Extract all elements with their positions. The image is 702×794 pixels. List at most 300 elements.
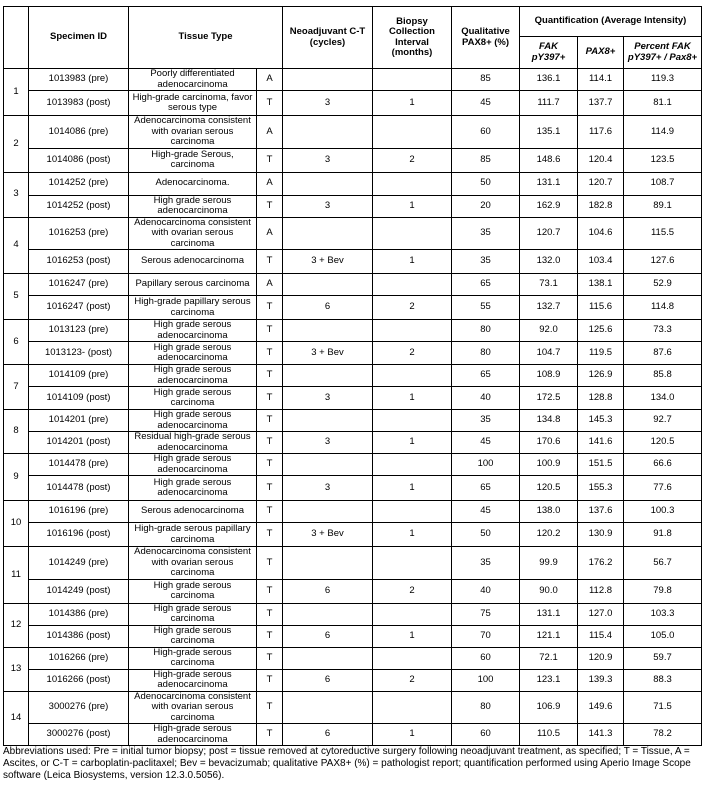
pax8-value: 104.6 <box>578 217 624 250</box>
table-row <box>4 296 702 320</box>
fak-value: 148.6 <box>520 148 578 172</box>
tissue-type-code: T <box>257 432 283 454</box>
percent-fak-value: 127.6 <box>624 250 702 274</box>
tissue-type-code: T <box>257 148 283 172</box>
table-row <box>4 250 702 274</box>
specimen-id: 1013983 (pre) <box>29 69 129 91</box>
specimen-id: 3000276 (pre) <box>29 691 129 724</box>
neoadjuvant-cycles: 3 <box>283 387 373 410</box>
tissue-description: High-grade serous adenocarcinoma <box>129 669 257 691</box>
tissue-description: Adenocarcinoma consistent with ovarian serous carcinoma <box>129 116 257 149</box>
tissue-type-code: T <box>257 724 283 746</box>
tissue-type-code: T <box>257 365 283 387</box>
fak-value: 132.7 <box>520 296 578 320</box>
table-row <box>4 579 702 603</box>
biopsy-interval <box>373 69 452 91</box>
tissue-description: High grade serous adenocarcinoma <box>129 476 257 501</box>
specimen-id: 1014086 (post) <box>29 148 129 172</box>
fak-value: 104.7 <box>520 342 578 365</box>
specimen-id: 1014249 (pre) <box>29 547 129 580</box>
qualitative-pax8: 75 <box>452 603 520 625</box>
qualitative-pax8: 60 <box>452 724 520 746</box>
pax8-value: 117.6 <box>578 116 624 149</box>
header-biopsy-interval: Biopsy Collection Interval (months) <box>373 7 452 69</box>
case-number: 9 <box>4 454 29 501</box>
tissue-type-code: T <box>257 91 283 116</box>
fak-value: 131.1 <box>520 603 578 625</box>
tissue-type-code: A <box>257 172 283 195</box>
qualitative-pax8: 55 <box>452 296 520 320</box>
percent-fak-value: 66.6 <box>624 454 702 476</box>
table-row <box>4 69 702 91</box>
percent-fak-value: 81.1 <box>624 91 702 116</box>
neoadjuvant-cycles <box>283 691 373 724</box>
tissue-description: High-grade papillary serous carcinoma <box>129 296 257 320</box>
neoadjuvant-cycles <box>283 217 373 250</box>
biopsy-interval: 2 <box>373 669 452 691</box>
qualitative-pax8: 85 <box>452 148 520 172</box>
qualitative-pax8: 65 <box>452 365 520 387</box>
neoadjuvant-cycles: 3 <box>283 432 373 454</box>
pax8-value: 114.1 <box>578 69 624 91</box>
qualitative-pax8: 40 <box>452 387 520 410</box>
neoadjuvant-cycles: 3 <box>283 476 373 501</box>
specimen-id: 1013123 (pre) <box>29 320 129 342</box>
pax8-value: 120.4 <box>578 148 624 172</box>
biopsy-interval <box>373 172 452 195</box>
tissue-description: High grade serous adenocarcinoma <box>129 342 257 365</box>
biopsy-interval: 1 <box>373 91 452 116</box>
qualitative-pax8: 65 <box>452 274 520 296</box>
tissue-type-code: A <box>257 274 283 296</box>
pax8-value: 176.2 <box>578 547 624 580</box>
tissue-description: High-grade carcinoma, favor serous type <box>129 91 257 116</box>
table-row <box>4 724 702 746</box>
case-number: 2 <box>4 116 29 173</box>
tissue-type-code: T <box>257 454 283 476</box>
table-row <box>4 501 702 523</box>
tissue-description: Serous adenocarcinoma <box>129 501 257 523</box>
table-row <box>4 603 702 625</box>
pax8-value: 137.6 <box>578 501 624 523</box>
tissue-description: High grade serous adenocarcinoma <box>129 410 257 432</box>
case-number: 11 <box>4 547 29 604</box>
tissue-type-code: T <box>257 410 283 432</box>
fak-value: 123.1 <box>520 669 578 691</box>
pax8-value: 119.5 <box>578 342 624 365</box>
header-quantification: Quantification (Average Intensity) <box>520 7 702 37</box>
qualitative-pax8: 20 <box>452 195 520 217</box>
qualitative-pax8: 80 <box>452 320 520 342</box>
percent-fak-value: 88.3 <box>624 669 702 691</box>
tissue-type-code: T <box>257 296 283 320</box>
case-number: 12 <box>4 603 29 647</box>
biopsy-interval <box>373 217 452 250</box>
biopsy-interval <box>373 410 452 432</box>
fak-value: 100.9 <box>520 454 578 476</box>
biopsy-interval: 1 <box>373 625 452 647</box>
fak-value: 106.9 <box>520 691 578 724</box>
pax8-value: 130.9 <box>578 523 624 547</box>
neoadjuvant-cycles: 3 <box>283 91 373 116</box>
qualitative-pax8: 50 <box>452 172 520 195</box>
table-row <box>4 365 702 387</box>
specimen-id: 1016247 (post) <box>29 296 129 320</box>
qualitative-pax8: 50 <box>452 523 520 547</box>
percent-fak-value: 59.7 <box>624 647 702 669</box>
pax8-value: 141.3 <box>578 724 624 746</box>
neoadjuvant-cycles <box>283 454 373 476</box>
tissue-type-code: T <box>257 669 283 691</box>
neoadjuvant-cycles: 6 <box>283 296 373 320</box>
fak-value: 92.0 <box>520 320 578 342</box>
table-row <box>4 195 702 217</box>
specimen-id: 1014201 (post) <box>29 432 129 454</box>
neoadjuvant-cycles: 6 <box>283 625 373 647</box>
tissue-type-code: A <box>257 116 283 149</box>
case-number: 3 <box>4 172 29 217</box>
tissue-description: High grade serous carcinoma <box>129 387 257 410</box>
header-case <box>4 7 29 69</box>
case-number: 13 <box>4 647 29 691</box>
qualitative-pax8: 65 <box>452 476 520 501</box>
tissue-description: Adenocarcinoma consistent with ovarian serous carcinoma <box>129 217 257 250</box>
pax8-value: 151.5 <box>578 454 624 476</box>
percent-fak-value: 119.3 <box>624 69 702 91</box>
pax8-value: 139.3 <box>578 669 624 691</box>
neoadjuvant-cycles: 3 <box>283 148 373 172</box>
fak-value: 136.1 <box>520 69 578 91</box>
pax8-value: 128.8 <box>578 387 624 410</box>
specimen-id: 1014086 (pre) <box>29 116 129 149</box>
table-row <box>4 217 702 250</box>
qualitative-pax8: 45 <box>452 91 520 116</box>
tissue-description: High grade serous adenocarcinoma <box>129 320 257 342</box>
tissue-description: Serous adenocarcinoma <box>129 250 257 274</box>
fak-value: 120.5 <box>520 476 578 501</box>
qualitative-pax8: 85 <box>452 69 520 91</box>
case-number: 1 <box>4 69 29 116</box>
header-neoadjuvant: Neoadjuvant C-T (cycles) <box>283 7 373 69</box>
pax8-value: 120.9 <box>578 647 624 669</box>
pax8-value: 182.8 <box>578 195 624 217</box>
neoadjuvant-cycles <box>283 647 373 669</box>
table-row <box>4 625 702 647</box>
biopsy-interval <box>373 454 452 476</box>
tissue-type-code: T <box>257 603 283 625</box>
header-tissue-type: Tissue Type <box>129 7 283 69</box>
table-row <box>4 691 702 724</box>
biopsy-interval <box>373 116 452 149</box>
specimen-id: 1014201 (pre) <box>29 410 129 432</box>
specimen-id: 1014478 (pre) <box>29 454 129 476</box>
fak-value: 170.6 <box>520 432 578 454</box>
neoadjuvant-cycles <box>283 547 373 580</box>
specimen-id: 3000276 (post) <box>29 724 129 746</box>
neoadjuvant-cycles <box>283 501 373 523</box>
percent-fak-value: 100.3 <box>624 501 702 523</box>
pax8-value: 138.1 <box>578 274 624 296</box>
specimen-id: 1016196 (pre) <box>29 501 129 523</box>
tissue-description: High-grade serous papillary carcinoma <box>129 523 257 547</box>
neoadjuvant-cycles: 3 <box>283 195 373 217</box>
header-percent-fak: Percent FAK pY397+ / Pax8+ <box>624 37 702 69</box>
neoadjuvant-cycles: 3 + Bev <box>283 250 373 274</box>
percent-fak-value: 114.9 <box>624 116 702 149</box>
table-row <box>4 454 702 476</box>
fak-value: 121.1 <box>520 625 578 647</box>
tissue-type-code: T <box>257 250 283 274</box>
tissue-type-code: T <box>257 523 283 547</box>
case-number: 8 <box>4 410 29 454</box>
neoadjuvant-cycles: 6 <box>283 669 373 691</box>
fak-value: 73.1 <box>520 274 578 296</box>
pax8-value: 112.8 <box>578 579 624 603</box>
fak-value: 108.9 <box>520 365 578 387</box>
percent-fak-value: 56.7 <box>624 547 702 580</box>
table-row <box>4 91 702 116</box>
pax8-value: 145.3 <box>578 410 624 432</box>
pax8-value: 141.6 <box>578 432 624 454</box>
pax8-value: 115.4 <box>578 625 624 647</box>
pax8-value: 126.9 <box>578 365 624 387</box>
percent-fak-value: 73.3 <box>624 320 702 342</box>
tissue-description: High-grade serous carcinoma <box>129 647 257 669</box>
fak-value: 90.0 <box>520 579 578 603</box>
percent-fak-value: 91.8 <box>624 523 702 547</box>
qualitative-pax8: 60 <box>452 116 520 149</box>
neoadjuvant-cycles <box>283 410 373 432</box>
biopsy-interval <box>373 320 452 342</box>
neoadjuvant-cycles <box>283 69 373 91</box>
header-fak: FAK pY397+ <box>520 37 578 69</box>
specimen-id: 1016266 (post) <box>29 669 129 691</box>
neoadjuvant-cycles <box>283 116 373 149</box>
biopsy-interval <box>373 603 452 625</box>
specimen-id: 1016247 (pre) <box>29 274 129 296</box>
qualitative-pax8: 45 <box>452 501 520 523</box>
header-specimen-id: Specimen ID <box>29 7 129 69</box>
qualitative-pax8: 45 <box>452 432 520 454</box>
biopsy-interval: 1 <box>373 476 452 501</box>
biopsy-interval: 2 <box>373 148 452 172</box>
percent-fak-value: 108.7 <box>624 172 702 195</box>
table-row <box>4 116 702 149</box>
fak-value: 120.7 <box>520 217 578 250</box>
specimen-id: 1016253 (pre) <box>29 217 129 250</box>
neoadjuvant-cycles <box>283 274 373 296</box>
pax8-value: 155.3 <box>578 476 624 501</box>
tissue-type-code: T <box>257 476 283 501</box>
neoadjuvant-cycles <box>283 320 373 342</box>
tissue-description: Adenocarcinoma. <box>129 172 257 195</box>
pax8-value: 127.0 <box>578 603 624 625</box>
case-number: 7 <box>4 365 29 410</box>
pax8-value: 103.4 <box>578 250 624 274</box>
percent-fak-value: 78.2 <box>624 724 702 746</box>
specimen-id: 1014252 (post) <box>29 195 129 217</box>
fak-value: 135.1 <box>520 116 578 149</box>
specimen-id: 1014252 (pre) <box>29 172 129 195</box>
fak-value: 134.8 <box>520 410 578 432</box>
neoadjuvant-cycles: 3 + Bev <box>283 523 373 547</box>
percent-fak-value: 120.5 <box>624 432 702 454</box>
biopsy-interval: 1 <box>373 523 452 547</box>
percent-fak-value: 134.0 <box>624 387 702 410</box>
footnote: Abbreviations used: Pre = initial tumor biopsy; post = tissue removed at cytoreductive surgery following neoadjuvant treatment, as specified; T = Tissue, A = Ascites, or C-T = carboplatin-paclitaxel; Bev = bevacizumab; qualitative PAX8+ (%) = pathologist report; quantification performed using Aperio Image Scope software (Leica Biosystems, version 12.3.0.5056). <box>3 746 691 781</box>
fak-value: 172.5 <box>520 387 578 410</box>
percent-fak-value: 103.3 <box>624 603 702 625</box>
qualitative-pax8: 100 <box>452 454 520 476</box>
table-row <box>4 476 702 501</box>
biopsy-interval <box>373 647 452 669</box>
table-row <box>4 172 702 195</box>
qualitative-pax8: 100 <box>452 669 520 691</box>
specimen-id: 1014386 (pre) <box>29 603 129 625</box>
tissue-type-code: T <box>257 579 283 603</box>
tissue-description: High-grade serous adenocarcinoma <box>129 724 257 746</box>
table-row <box>4 274 702 296</box>
table-row <box>4 547 702 580</box>
tissue-description: High-grade Serous, carcinoma <box>129 148 257 172</box>
tissue-type-code: A <box>257 69 283 91</box>
biopsy-interval: 2 <box>373 296 452 320</box>
percent-fak-value: 52.9 <box>624 274 702 296</box>
biopsy-interval <box>373 547 452 580</box>
case-number: 4 <box>4 217 29 274</box>
case-number: 6 <box>4 320 29 365</box>
biopsy-interval <box>373 691 452 724</box>
neoadjuvant-cycles <box>283 172 373 195</box>
specimen-id: 1016196 (post) <box>29 523 129 547</box>
percent-fak-value: 92.7 <box>624 410 702 432</box>
table-body <box>4 69 702 746</box>
qualitative-pax8: 60 <box>452 647 520 669</box>
tissue-type-code: T <box>257 342 283 365</box>
tissue-type-code: T <box>257 547 283 580</box>
tissue-description: Poorly differentiated adenocarcinoma <box>129 69 257 91</box>
percent-fak-value: 85.8 <box>624 365 702 387</box>
biopsy-interval: 2 <box>373 342 452 365</box>
fak-value: 72.1 <box>520 647 578 669</box>
specimen-id: 1014249 (post) <box>29 579 129 603</box>
biopsy-interval: 1 <box>373 250 452 274</box>
qualitative-pax8: 35 <box>452 217 520 250</box>
specimen-id: 1014109 (pre) <box>29 365 129 387</box>
tissue-description: High grade serous adenocarcinoma <box>129 365 257 387</box>
specimen-id: 1014109 (post) <box>29 387 129 410</box>
tissue-type-code: T <box>257 691 283 724</box>
fak-value: 138.0 <box>520 501 578 523</box>
header-qualitative-pax8: Qualitative PAX8+ (%) <box>452 7 520 69</box>
fak-value: 131.1 <box>520 172 578 195</box>
biopsy-interval <box>373 274 452 296</box>
tissue-type-code: T <box>257 387 283 410</box>
tissue-type-code: T <box>257 625 283 647</box>
percent-fak-value: 123.5 <box>624 148 702 172</box>
percent-fak-value: 105.0 <box>624 625 702 647</box>
biopsy-interval <box>373 501 452 523</box>
specimen-id: 1014478 (post) <box>29 476 129 501</box>
percent-fak-value: 71.5 <box>624 691 702 724</box>
percent-fak-value: 115.5 <box>624 217 702 250</box>
qualitative-pax8: 35 <box>452 250 520 274</box>
fak-value: 120.2 <box>520 523 578 547</box>
tissue-description: High grade serous carcinoma <box>129 625 257 647</box>
fak-value: 111.7 <box>520 91 578 116</box>
tissue-type-code: T <box>257 647 283 669</box>
tissue-type-code: T <box>257 320 283 342</box>
qualitative-pax8: 35 <box>452 547 520 580</box>
neoadjuvant-cycles: 6 <box>283 579 373 603</box>
qualitative-pax8: 70 <box>452 625 520 647</box>
case-number: 5 <box>4 274 29 320</box>
results-table <box>3 6 702 746</box>
tissue-description: High grade serous carcinoma <box>129 603 257 625</box>
qualitative-pax8: 80 <box>452 691 520 724</box>
table-row <box>4 320 702 342</box>
tissue-description: Papillary serous carcinoma <box>129 274 257 296</box>
percent-fak-value: 114.8 <box>624 296 702 320</box>
fak-value: 162.9 <box>520 195 578 217</box>
specimen-id: 1013983 (post) <box>29 91 129 116</box>
neoadjuvant-cycles <box>283 603 373 625</box>
table-row <box>4 148 702 172</box>
table-row <box>4 432 702 454</box>
tissue-description: High grade serous adenocarcinoma <box>129 195 257 217</box>
tissue-type-code: T <box>257 195 283 217</box>
fak-value: 110.5 <box>520 724 578 746</box>
pax8-value: 120.7 <box>578 172 624 195</box>
tissue-type-code: T <box>257 501 283 523</box>
case-number: 14 <box>4 691 29 746</box>
tissue-description: Residual high-grade serous adenocarcinoma <box>129 432 257 454</box>
neoadjuvant-cycles: 3 + Bev <box>283 342 373 365</box>
pax8-value: 125.6 <box>578 320 624 342</box>
pax8-value: 115.6 <box>578 296 624 320</box>
biopsy-interval: 1 <box>373 724 452 746</box>
tissue-description: High grade serous carcinoma <box>129 579 257 603</box>
pax8-value: 149.6 <box>578 691 624 724</box>
specimen-id: 1016253 (post) <box>29 250 129 274</box>
pax8-value: 137.7 <box>578 91 624 116</box>
tissue-description: Adenocarcinoma consistent with ovarian serous carcinoma <box>129 547 257 580</box>
table-row <box>4 669 702 691</box>
percent-fak-value: 89.1 <box>624 195 702 217</box>
neoadjuvant-cycles <box>283 365 373 387</box>
qualitative-pax8: 35 <box>452 410 520 432</box>
percent-fak-value: 79.8 <box>624 579 702 603</box>
qualitative-pax8: 80 <box>452 342 520 365</box>
biopsy-interval: 1 <box>373 432 452 454</box>
qualitative-pax8: 40 <box>452 579 520 603</box>
biopsy-interval <box>373 365 452 387</box>
tissue-description: Adenocarcinoma consistent with ovarian serous carcinoma <box>129 691 257 724</box>
table-row <box>4 410 702 432</box>
fak-value: 132.0 <box>520 250 578 274</box>
specimen-id: 1016266 (pre) <box>29 647 129 669</box>
fak-value: 99.9 <box>520 547 578 580</box>
biopsy-interval: 2 <box>373 579 452 603</box>
biopsy-interval: 1 <box>373 387 452 410</box>
percent-fak-value: 87.6 <box>624 342 702 365</box>
biopsy-interval: 1 <box>373 195 452 217</box>
specimen-id: 1013123- (post) <box>29 342 129 365</box>
tissue-description: High grade serous adenocarcinoma <box>129 454 257 476</box>
specimen-id: 1014386 (post) <box>29 625 129 647</box>
neoadjuvant-cycles: 6 <box>283 724 373 746</box>
table-row <box>4 523 702 547</box>
